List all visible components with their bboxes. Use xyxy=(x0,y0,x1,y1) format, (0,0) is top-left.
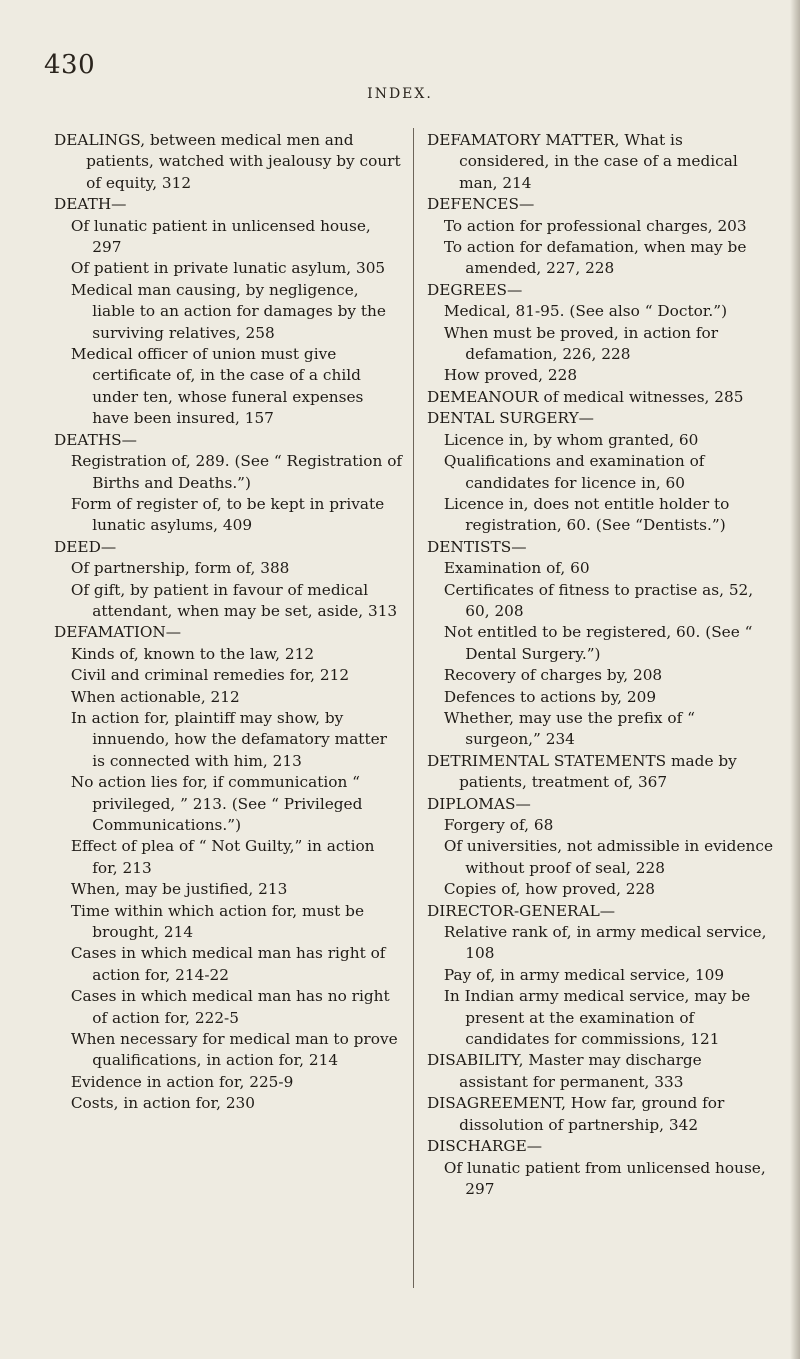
index-heading: DIPLOMAS— xyxy=(427,794,531,813)
index-subentry: Of lunatic patient from unlicensed house, 297 xyxy=(443,1158,766,1198)
index-subentry: Of patient in private lunatic asylum, 305 xyxy=(70,259,386,278)
index-heading: DENTAL SURGERY— xyxy=(427,409,594,428)
index-heading: DETRIMENTAL STATEMENTS made by patients, treatment of, 367 xyxy=(427,751,737,792)
index-subentry: Evidence in action for, 225-9 xyxy=(70,1072,294,1091)
index-subentry: Relative rank of, in army medical service, 108 xyxy=(443,923,767,963)
index-subentry: How proved, 228 xyxy=(443,366,578,385)
index-heading: DIRECTOR-GENERAL— xyxy=(427,901,616,920)
index-subentry: Registration of, 289. (See “ Registration of Births and Deaths.”) xyxy=(70,452,403,492)
index-heading: DISCHARGE— xyxy=(427,1137,543,1156)
index-heading: DEFENCES— xyxy=(427,195,535,214)
index-subentry: Whether, may use the prefix of “ surgeon,” 234 xyxy=(443,708,695,749)
index-heading: DENTISTS— xyxy=(427,537,527,556)
index-subentry: Recovery of charges by, 208 xyxy=(443,666,663,685)
index-subentry: Cases in which medical man has no right of action for, 222-5 xyxy=(70,987,390,1027)
index-heading: DISABILITY, Master may discharge assistant for permanent, 333 xyxy=(427,1051,702,1091)
index-heading: DEATH— xyxy=(54,195,127,214)
index-subentry: In action for, plaintiff may show, by innuendo, how the defamatory matter is connected with him, 213 xyxy=(70,708,387,770)
running-head: INDEX. xyxy=(367,86,433,102)
index-subentry: Time within which action for, must be brought, 214 xyxy=(70,901,365,942)
index-subentry: Qualifications and examination of candidates for licence in, 60 xyxy=(443,452,705,492)
index-subentry: Of gift, by patient in favour of medical attendant, when may be set, aside, 313 xyxy=(70,580,398,620)
index-heading: DISAGREEMENT, How far, ground for dissolution of partnership, 342 xyxy=(427,1094,725,1134)
index-heading: DEGREES— xyxy=(427,280,523,299)
index-subentry: Licence in, by whom granted, 60 xyxy=(443,430,699,449)
index-subentry: When must be proved, in action for defamation, 226, 228 xyxy=(443,323,719,364)
index-subentry: Of lunatic patient in unlicensed house, 297 xyxy=(70,216,371,257)
index-subentry: Medical, 81-95. (See also “ Doctor.”) xyxy=(443,302,728,321)
index-subentry: Effect of plea of “ Not Guilty,” in action for, 213 xyxy=(70,837,375,877)
column-divider xyxy=(413,128,414,1288)
index-heading: DEALINGS, between medical men and patients, watched with jealousy by court of equity, 312 xyxy=(54,131,401,192)
index-subentry: Copies of, how proved, 228 xyxy=(443,880,655,899)
index-subentry: Civil and criminal remedies for, 212 xyxy=(70,666,350,685)
index-subentry: When necessary for medical man to prove qualifications, in action for, 214 xyxy=(70,1030,398,1070)
index-subentry: Medical officer of union must give certificate of, in the case of a child under ten, whose funeral expenses have been insured, 157 xyxy=(70,345,364,428)
index-subentry: Forgery of, 68 xyxy=(443,816,554,834)
page-number: 430 xyxy=(44,50,96,80)
index-subentry: When, may be justified, 213 xyxy=(70,880,288,899)
index-heading: DEMEANOUR of medical witnesses, 285 xyxy=(427,387,744,406)
index-heading: DEATHS— xyxy=(54,430,137,449)
index-subentry: Of universities, not admissible in evidence without proof of seal, 228 xyxy=(443,837,774,877)
index-subentry: Licence in, does not entitle holder to registration, 60. (See “Dentists.”) xyxy=(443,494,730,535)
index-subentry: Kinds of, known to the law, 212 xyxy=(70,644,315,663)
index-column-left xyxy=(54,130,404,1115)
index-subentry: Cases in which medical man has right of action for, 214-22 xyxy=(70,944,386,984)
page-edge-shadow xyxy=(790,0,800,1359)
index-subentry: Defences to actions by, 209 xyxy=(443,687,657,706)
index-heading: DEFAMATORY MATTER, What is considered, in the case of a medical man, 214 xyxy=(427,131,738,192)
index-subentry: Costs, in action for, 230 xyxy=(70,1094,256,1113)
index-subentry: Examination of, 60 xyxy=(443,559,590,578)
index-subentry: To action for defamation, when may be amended, 227, 228 xyxy=(443,238,747,278)
index-column-right xyxy=(427,130,773,1200)
index-heading: DEFAMATION— xyxy=(54,623,182,642)
index-subentry: Certificates of fitness to practise as, 52, 60, 208 xyxy=(443,580,754,620)
index-subentry: No action lies for, if communication “ privileged, ” 213. (See “ Privileged Communications.”) xyxy=(70,773,363,834)
index-subentry: Pay of, in army medical service, 109 xyxy=(443,965,725,984)
index-subentry: Not entitled to be registered, 60. (See “ Dental Surgery.”) xyxy=(443,623,753,663)
index-heading: DEED— xyxy=(54,537,117,556)
index-subentry: Of partnership, form of, 388 xyxy=(70,559,290,578)
index-subentry: Medical man causing, by negligence, liable to an action for damages by the surviving relatives, 258 xyxy=(70,280,386,342)
index-subentry: When actionable, 212 xyxy=(70,687,240,706)
index-subentry: To action for professional charges, 203 xyxy=(443,216,747,235)
index-subentry: In Indian army medical service, may be present at the examination of candidates for commissions, 121 xyxy=(443,987,751,1049)
index-subentry: Form of register of, to be kept in private lunatic asylums, 409 xyxy=(70,494,385,535)
